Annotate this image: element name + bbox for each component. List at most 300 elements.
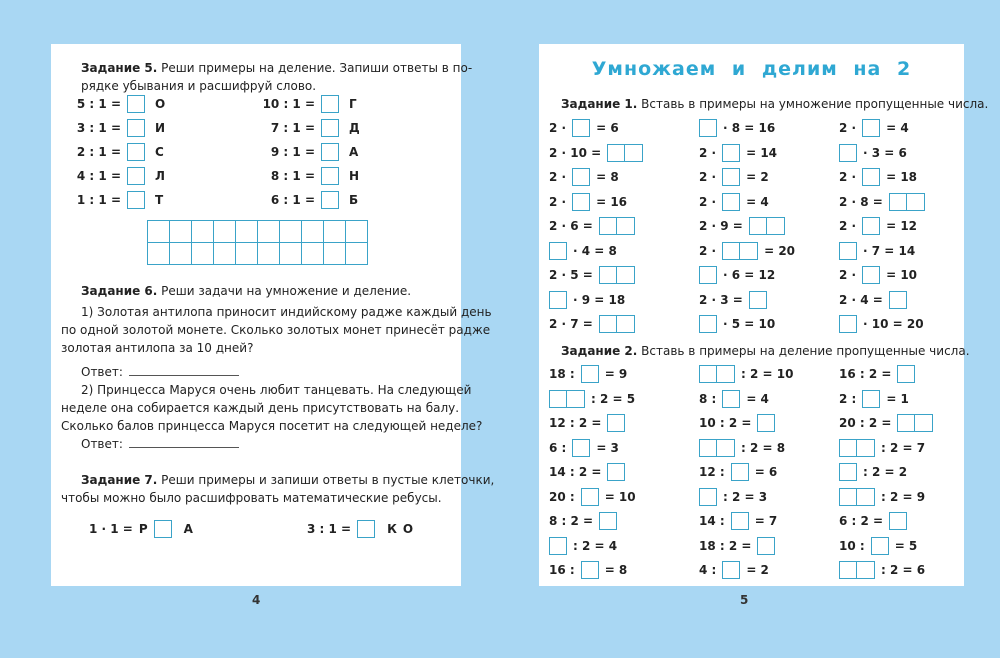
example-text: = 10 [886, 268, 918, 282]
answer-box[interactable] [127, 167, 145, 185]
answer-box[interactable] [722, 144, 740, 162]
task1-header [561, 94, 988, 114]
page-title: Умножаем и делим на 2 [591, 58, 912, 80]
example-row [839, 167, 917, 187]
answer-box[interactable] [857, 488, 875, 506]
answer-box[interactable] [699, 439, 717, 457]
example-row [699, 241, 795, 261]
division-row [63, 190, 163, 210]
answer-box[interactable] [862, 217, 880, 235]
example-text: · 6 = 12 [723, 268, 776, 282]
cipher-letter: А [349, 145, 359, 159]
example-text: · 8 = 16 [723, 121, 776, 135]
rebus-2 [307, 519, 413, 539]
task7-title: Задание 7. [81, 473, 158, 487]
cipher-letter: С [155, 145, 164, 159]
answer-box[interactable] [722, 242, 740, 260]
division-row [63, 118, 165, 138]
grid-cell[interactable] [214, 221, 236, 243]
example-text: · 3 = 6 [863, 145, 907, 160]
answer-box[interactable] [127, 191, 145, 209]
cipher-letter: О [155, 97, 166, 111]
example-row [839, 265, 917, 285]
division-row [257, 166, 359, 186]
example-text: = 20 [764, 243, 796, 258]
answer-box[interactable] [915, 414, 933, 432]
example-row [549, 143, 643, 163]
example-row [839, 560, 925, 580]
problem1-line2-wrap [61, 320, 491, 340]
problem1-line1: 1) Золотая антилопа приносит индийскому радже каждый день [81, 305, 492, 319]
task6-text: Реши задачи на умножение и деление. [161, 284, 412, 298]
division-expr: 4 : 1 = [76, 169, 121, 183]
example-row [549, 290, 625, 310]
example-row [549, 265, 635, 285]
example-row [549, 511, 617, 531]
example-text: 2 · [699, 145, 717, 160]
answer-box[interactable] [839, 315, 857, 333]
answer-box[interactable] [567, 390, 585, 408]
example-row [699, 118, 775, 138]
division-row [63, 166, 165, 186]
answer-box[interactable] [839, 561, 857, 579]
example-row [699, 487, 767, 507]
example-text: 20 : [549, 489, 575, 504]
example-row [839, 192, 925, 212]
example-row [839, 290, 907, 310]
example-text: : 2 = 10 [741, 367, 794, 381]
answer-box[interactable] [321, 167, 339, 185]
example-text: 2 · 7 = [549, 317, 593, 331]
answer-box[interactable] [617, 266, 635, 284]
task2-header [561, 341, 970, 361]
answer-box[interactable] [862, 266, 880, 284]
example-text: 14 : 2 = [549, 465, 602, 479]
answer-box[interactable] [321, 143, 339, 161]
division-expr: 2 : 1 = [76, 145, 121, 159]
example-text: 2 · 8 = [839, 194, 883, 209]
example-row [699, 143, 777, 163]
example-row [839, 216, 917, 236]
grid-cell[interactable] [192, 243, 214, 265]
answer-box[interactable] [731, 512, 749, 530]
grid-cell[interactable] [280, 221, 302, 243]
division-row [257, 94, 357, 114]
answer-box[interactable] [717, 365, 735, 383]
example-text: 12 : [699, 465, 725, 479]
example-row [839, 143, 907, 163]
example-row [699, 314, 775, 334]
example-row [699, 290, 767, 310]
example-row [839, 536, 917, 556]
problem2-line1: 2) Принцесса Маруся очень любит танцевать. На следующей [81, 383, 472, 397]
example-text: : 2 = 6 [881, 563, 926, 577]
problem2-line2-wrap [61, 398, 460, 418]
example-text: = 4 [746, 194, 769, 209]
answer-box[interactable] [607, 463, 625, 481]
example-text: 2 · [839, 219, 857, 233]
division-row [63, 142, 164, 162]
answer1-line[interactable] [129, 364, 239, 376]
example-row [549, 167, 619, 187]
example-row [839, 314, 924, 334]
answer-box[interactable] [549, 390, 567, 408]
answer2-label: Ответ: [81, 437, 123, 451]
example-text: = 16 [596, 194, 628, 209]
example-text: · 4 = 8 [573, 243, 617, 258]
task7-header [81, 470, 494, 490]
answer-box[interactable] [889, 193, 907, 211]
example-text: 18 : 2 = [699, 538, 752, 553]
example-row [699, 511, 777, 531]
example-text: 2 · [699, 170, 717, 184]
example-row [549, 364, 627, 384]
division-expr: 5 : 1 = [76, 97, 121, 111]
answer-box[interactable] [839, 144, 857, 162]
problem2-line1-wrap [81, 380, 472, 400]
answer-box[interactable] [740, 242, 758, 260]
example-text: = 4 [886, 121, 909, 135]
right-page [539, 44, 989, 586]
example-text: · 9 = 18 [573, 292, 626, 307]
answer-box[interactable] [889, 291, 907, 309]
answer-box[interactable] [607, 414, 625, 432]
example-text: = 5 [894, 538, 918, 553]
answer-box[interactable] [321, 191, 339, 209]
example-text: = 1 [886, 391, 909, 406]
problem2-line3: Сколько балов принцесса Маруся посетит на следующей неделе? [61, 419, 483, 433]
answer-box[interactable] [767, 217, 785, 235]
answer-box[interactable] [717, 439, 735, 457]
rebus1-letter-post: А [183, 522, 193, 536]
example-text: 2 : [839, 391, 857, 406]
answer-box[interactable] [722, 168, 740, 186]
example-text: 2 · [839, 121, 857, 135]
answer-box[interactable] [862, 168, 880, 186]
answer-box[interactable] [549, 537, 567, 555]
division-row [257, 142, 358, 162]
problem2-line2: неделе она собирается каждый день присутствовать на балу. [61, 401, 460, 415]
answer-box[interactable] [699, 266, 717, 284]
example-row [839, 389, 909, 409]
example-text: 6 : 2 = [839, 514, 884, 528]
answer-box[interactable] [722, 193, 740, 211]
grid-cell[interactable] [324, 221, 346, 243]
answer-box[interactable] [699, 488, 717, 506]
answer-box[interactable] [857, 439, 875, 457]
example-text: · 7 = 14 [863, 243, 916, 258]
example-text: : 2 = 3 [723, 489, 768, 504]
example-text: = 8 [604, 563, 628, 577]
example-text: 10 : 2 = [699, 416, 752, 430]
answer-box[interactable] [625, 144, 643, 162]
left-page-number: 4 [252, 593, 261, 607]
example-text: = 14 [746, 145, 778, 160]
grid-cell[interactable] [258, 221, 280, 243]
cipher-letter: Н [349, 169, 360, 183]
example-text: 2 · 3 = [699, 292, 743, 307]
answer-box[interactable] [617, 315, 635, 333]
grid-cell[interactable] [258, 243, 280, 265]
task2-text: Вставь в примеры на деление пропущенные числа. [641, 344, 970, 358]
answer-box[interactable] [549, 242, 567, 260]
answer-box[interactable] [897, 414, 915, 432]
grid-cell[interactable] [170, 221, 192, 243]
example-row [549, 118, 619, 138]
answer-box[interactable] [757, 414, 775, 432]
grid-cell[interactable] [346, 221, 368, 243]
example-text: · 5 = 10 [723, 317, 776, 331]
example-row [699, 560, 769, 580]
example-text: 2 · [549, 170, 567, 184]
answer-box[interactable] [581, 488, 599, 506]
example-text: 8 : 2 = [549, 514, 594, 528]
task1-text: Вставь в примеры на умножение пропущенные числа. [641, 97, 989, 111]
example-row [549, 216, 635, 236]
answer1-label: Ответ: [81, 365, 123, 379]
rebus-1 [89, 519, 193, 539]
answer-box[interactable] [599, 266, 617, 284]
grid-cell[interactable] [324, 243, 346, 265]
example-text: 2 · [549, 194, 567, 209]
example-text: 14 : [699, 514, 725, 528]
example-text: : 2 = 9 [881, 489, 926, 504]
example-text: = 2 [746, 170, 769, 184]
division-row [257, 118, 360, 138]
answer-box[interactable] [572, 168, 590, 186]
answer-box[interactable] [722, 561, 740, 579]
example-text: 2 · [839, 170, 857, 184]
answer2-line[interactable] [129, 436, 239, 448]
answer-box[interactable] [599, 512, 617, 530]
answer-box[interactable] [617, 217, 635, 235]
answer-box[interactable] [581, 365, 599, 383]
example-row [699, 413, 775, 433]
answer-box[interactable] [699, 315, 717, 333]
example-text: = 9 [604, 367, 628, 381]
division-expr: 10 : 1 = [262, 97, 315, 111]
answer-box[interactable] [889, 512, 907, 530]
example-row [699, 389, 769, 409]
division-expr: 8 : 1 = [270, 169, 315, 183]
example-row [839, 462, 907, 482]
answer-box[interactable] [839, 242, 857, 260]
answer-box[interactable] [127, 119, 145, 137]
task1-title: Задание 1. [561, 97, 638, 111]
grid-cell[interactable] [280, 243, 302, 265]
grid-cell[interactable] [302, 221, 324, 243]
grid-cell[interactable] [170, 243, 192, 265]
example-text: 18 : [549, 367, 575, 381]
example-text: : 2 = 2 [863, 465, 908, 479]
answer-box[interactable] [907, 193, 925, 211]
example-text: 16 : [549, 563, 575, 577]
problem1-line3: золотая антилопа за 10 дней? [61, 341, 254, 355]
task5-title: Задание 5. [81, 61, 158, 75]
right-page-number: 5 [740, 593, 749, 607]
example-text: 2 · 6 = [549, 219, 593, 233]
example-text: 10 : [839, 538, 865, 553]
answer-box[interactable] [897, 365, 915, 383]
division-expr: 1 : 1 = [76, 193, 121, 207]
rebus2-expr: 3 : 1 = [307, 522, 352, 536]
example-row [549, 314, 635, 334]
answer-box[interactable] [731, 463, 749, 481]
example-row [839, 118, 909, 138]
example-row [549, 487, 636, 507]
grid-cell[interactable] [346, 243, 368, 265]
example-text: = 18 [886, 170, 918, 184]
example-text: 2 · [699, 243, 717, 258]
task5-text-line1: Реши примеры на деление. Запиши ответы в по- [161, 61, 473, 75]
answer-box[interactable] [127, 143, 145, 161]
answer-box[interactable] [127, 95, 145, 113]
example-row [699, 216, 785, 236]
answer-box[interactable] [321, 95, 339, 113]
rebus1-letter-pre: Р [138, 522, 148, 536]
example-text: 4 : [699, 563, 717, 577]
example-text: 2 · 10 = [549, 145, 602, 160]
answer-box[interactable] [699, 365, 717, 383]
answer-box[interactable] [599, 217, 617, 235]
example-row [699, 192, 769, 212]
task6-header [81, 281, 411, 301]
task5-text-line2: рядке убывания и расшифруй слово. [81, 79, 317, 93]
division-row [257, 190, 358, 210]
rebus2-letter-2: О [402, 522, 414, 536]
example-row [699, 167, 769, 187]
answer-box[interactable] [599, 315, 617, 333]
task7-text-line1: Реши примеры и запиши ответы в пустые клеточки, [161, 473, 495, 487]
task7-text-line2: чтобы можно было расшифровать математические ребусы. [61, 491, 442, 505]
example-row [549, 462, 625, 482]
example-text: 20 : 2 = [839, 416, 892, 430]
example-row [549, 241, 617, 261]
example-text: 16 : 2 = [839, 367, 892, 381]
answer2-row[interactable] [81, 434, 239, 454]
rebus1-answer-box[interactable] [154, 520, 172, 538]
example-row [699, 536, 775, 556]
example-text: 6 : [549, 440, 567, 455]
problem1-line2: по одной золотой монете. Сколько золотых монет принесёт радже [61, 323, 491, 337]
example-row [839, 511, 907, 531]
example-row [549, 560, 627, 580]
rebus2-letter-1: К [387, 522, 397, 536]
answer-grid[interactable] [147, 220, 368, 265]
answer-box[interactable] [699, 119, 717, 137]
answer-box[interactable] [862, 119, 880, 137]
cipher-letter: Д [349, 121, 360, 135]
example-text: 2 · 9 = [699, 219, 743, 233]
example-text: 2 · [839, 268, 857, 282]
example-text: · 10 = 20 [863, 317, 924, 331]
grid-cell[interactable] [302, 243, 324, 265]
answer-box[interactable] [321, 119, 339, 137]
example-text: : 2 = 4 [573, 538, 618, 553]
task5-header [81, 58, 473, 78]
example-text: 2 · 4 = [839, 292, 883, 307]
example-row [549, 536, 617, 556]
example-text: 2 · [699, 194, 717, 209]
example-text: = 6 [596, 121, 619, 135]
answer-box[interactable] [862, 390, 880, 408]
answer-box[interactable] [857, 561, 875, 579]
answer1-row[interactable] [81, 362, 239, 382]
division-row [63, 94, 165, 114]
example-text: : 2 = 8 [741, 440, 786, 455]
grid-cell[interactable] [148, 221, 170, 243]
example-text: : 2 = 5 [591, 391, 636, 406]
answer-box[interactable] [839, 488, 857, 506]
answer-box[interactable] [749, 217, 767, 235]
example-text: 2 · [549, 121, 567, 135]
grid-cell[interactable] [214, 243, 236, 265]
answer-box[interactable] [757, 537, 775, 555]
answer-box[interactable] [839, 439, 857, 457]
grid-cell[interactable] [192, 221, 214, 243]
answer-box[interactable] [871, 537, 889, 555]
example-row [699, 265, 775, 285]
example-text: = 3 [596, 440, 619, 455]
cipher-letter: И [155, 121, 166, 135]
answer-box[interactable] [749, 291, 767, 309]
grid-cell[interactable] [236, 243, 258, 265]
example-text: 2 · 5 = [549, 268, 593, 282]
left-page [51, 44, 495, 586]
example-row [839, 241, 915, 261]
answer-box[interactable] [581, 561, 599, 579]
rebus1-expr: 1 · 1 = [89, 522, 133, 536]
cipher-letter: Г [349, 97, 357, 111]
rebus2-answer-box[interactable] [357, 520, 375, 538]
cipher-letter: Б [349, 193, 359, 207]
answer-box[interactable] [839, 463, 857, 481]
answer-box[interactable] [722, 390, 740, 408]
example-row [839, 364, 915, 384]
grid-cell[interactable] [236, 221, 258, 243]
example-row [839, 413, 933, 433]
division-expr: 9 : 1 = [270, 145, 315, 159]
example-row [699, 364, 793, 384]
answer-box[interactable] [607, 144, 625, 162]
example-row [839, 438, 925, 458]
division-expr: 6 : 1 = [270, 193, 315, 207]
division-expr: 3 : 1 = [76, 121, 121, 135]
example-text: = 8 [596, 170, 619, 184]
example-text: = 6 [754, 465, 778, 479]
answer-box[interactable] [549, 291, 567, 309]
example-text: = 12 [886, 219, 918, 233]
division-expr: 7 : 1 = [270, 121, 315, 135]
problem1-line1-wrap [81, 302, 492, 322]
example-row [699, 462, 777, 482]
example-text: = 2 [746, 563, 769, 577]
grid-cell[interactable] [148, 243, 170, 265]
answer-box[interactable] [572, 193, 590, 211]
example-text: 12 : 2 = [549, 416, 602, 430]
example-text: : 2 = 7 [881, 440, 926, 455]
example-text: 8 : [699, 391, 717, 406]
answer-box[interactable] [572, 439, 590, 457]
answer-box[interactable] [572, 119, 590, 137]
example-row [699, 438, 785, 458]
example-row [839, 487, 925, 507]
example-text: = 10 [604, 489, 636, 504]
example-text: = 7 [754, 514, 778, 528]
example-text: = 4 [746, 391, 769, 406]
task6-title: Задание 6. [81, 284, 158, 298]
example-row [549, 438, 619, 458]
